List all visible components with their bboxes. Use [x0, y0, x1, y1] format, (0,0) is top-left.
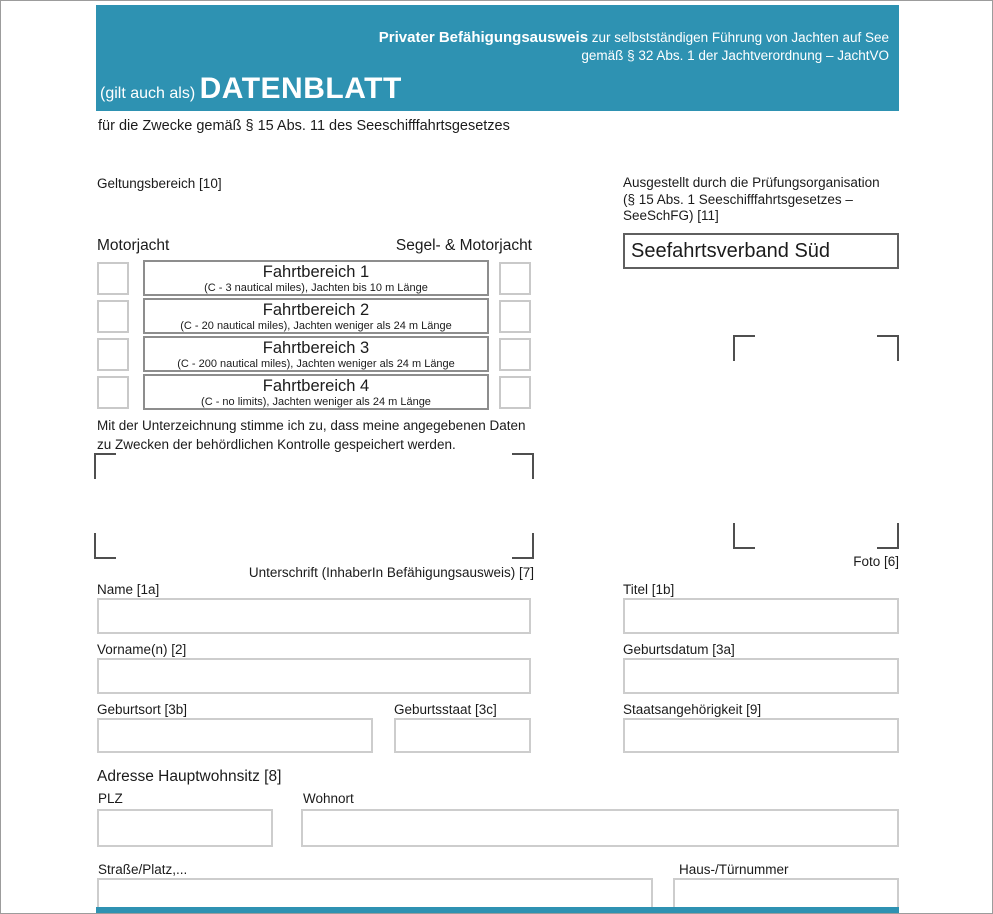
purpose-line: für die Zwecke gemäß § 15 Abs. 11 des Seeschifffahrtsgesetzes [98, 118, 510, 134]
wohnort-input[interactable] [301, 809, 899, 847]
checkbox-motorjacht-fahrtbereich-4[interactable] [97, 376, 129, 409]
segel-motorjacht-column-label: Segel- & Motorjacht [395, 237, 532, 254]
fahrtbereich-2-title: Fahrtbereich 2 [262, 301, 370, 319]
staatsangehoerigkeit-label: Staatsangehörigkeit [9] [623, 702, 762, 717]
plz-label: PLZ [98, 791, 123, 806]
geburtsort-input[interactable] [97, 718, 373, 753]
geburtsdatum-label: Geburtsdatum [3a] [623, 642, 735, 657]
signature-corner-bl-icon [94, 533, 116, 559]
wohnort-label: Wohnort [303, 791, 354, 806]
titel-input[interactable] [623, 598, 899, 634]
strasse-label: Straße/Platz,... [98, 862, 188, 877]
photo-corner-tl-icon [733, 335, 755, 361]
signature-label: Unterschrift (InhaberIn Befähigungsausweis) [7] [248, 565, 534, 580]
signature-area[interactable] [94, 453, 534, 559]
geburtsstaat-input[interactable] [394, 718, 531, 753]
gilt-auch-als-label: (gilt auch als) [100, 85, 200, 102]
fahrtbereich-4-title: Fahrtbereich 4 [262, 377, 370, 395]
vorname-input[interactable] [97, 658, 531, 694]
geburtsdatum-input[interactable] [623, 658, 899, 694]
signature-corner-tl-icon [94, 453, 116, 479]
geltungsbereich-label: Geltungsbereich [10] [97, 176, 222, 191]
checkbox-segel-fahrtbereich-2[interactable] [499, 300, 531, 333]
signature-corner-tr-icon [512, 453, 534, 479]
checkbox-motorjacht-fahrtbereich-1[interactable] [97, 262, 129, 295]
signature-corner-br-icon [512, 533, 534, 559]
fahrtbereich-2-subtitle: (C - 20 nautical miles), Jachten weniger als 24 m Länge [180, 320, 452, 332]
fahrtbereich-1-subtitle: (C - 3 nautical miles), Jachten bis 10 m Länge [204, 282, 428, 294]
header-title-block [379, 29, 889, 65]
photo-corner-br-icon [877, 523, 899, 549]
staatsangehoerigkeit-input[interactable] [623, 718, 899, 753]
checkbox-segel-fahrtbereich-4[interactable] [499, 376, 531, 409]
vorname-label: Vorname(n) [2] [97, 642, 187, 657]
photo-area[interactable] [733, 335, 899, 549]
fahrtbereich-1-box [143, 260, 489, 296]
checkbox-motorjacht-fahrtbereich-3[interactable] [97, 338, 129, 371]
fahrtbereich-1-title: Fahrtbereich 1 [262, 263, 370, 281]
geburtsort-label: Geburtsort [3b] [97, 702, 188, 717]
motorjacht-column-label: Motorjacht [97, 237, 170, 254]
photo-label: Foto [6] [853, 554, 899, 569]
issuer-organisation-field[interactable]: Seefahrtsverband Süd [623, 233, 899, 269]
datenblatt-title-row [100, 72, 402, 106]
header-title-rest: zur selbstständigen Führung von Jachten auf See [588, 30, 889, 45]
form-header [96, 5, 899, 111]
name-input[interactable] [97, 598, 531, 634]
name-label: Name [1a] [97, 582, 160, 597]
titel-label: Titel [1b] [623, 582, 675, 597]
fahrtbereich-4-box [143, 374, 489, 410]
fahrtbereich-4-subtitle: (C - no limits), Jachten weniger als 24 m Länge [201, 396, 431, 408]
fahrtbereich-2-box [143, 298, 489, 334]
adresse-section-label: Adresse Hauptwohnsitz [8] [97, 768, 282, 785]
plz-input[interactable] [97, 809, 273, 847]
issuer-label: Ausgestellt durch die Prüfungsorganisation (§ 15 Abs. 1 Seeschifffahrtsgesetzes – SeeSchFG) [11] [623, 175, 880, 223]
photo-corner-bl-icon [733, 523, 755, 549]
hausnummer-label: Haus-/Türnummer [679, 862, 789, 877]
fahrtbereich-3-subtitle: (C - 200 nautical miles), Jachten weniger als 24 m Länge [177, 358, 455, 370]
datenblatt-title: DATENBLATT [199, 72, 402, 105]
fahrtbereich-3-title: Fahrtbereich 3 [262, 339, 370, 357]
next-page-header-edge [96, 907, 899, 914]
consent-text: Mit der Unterzeichnung stimme ich zu, dass meine angegebenen Daten zu Zwecken der behördlichen Kontrolle gespeichert werden. [97, 418, 526, 452]
checkbox-segel-fahrtbereich-3[interactable] [499, 338, 531, 371]
fahrtbereich-3-box [143, 336, 489, 372]
header-title-bold: Privater Befähigungsausweis [378, 29, 589, 46]
checkbox-motorjacht-fahrtbereich-2[interactable] [97, 300, 129, 333]
checkbox-segel-fahrtbereich-1[interactable] [499, 262, 531, 295]
photo-corner-tr-icon [877, 335, 899, 361]
header-subtitle: gemäß § 32 Abs. 1 der Jachtverordnung – JachtVO [581, 48, 889, 63]
geburtsstaat-label: Geburtsstaat [3c] [394, 702, 497, 717]
